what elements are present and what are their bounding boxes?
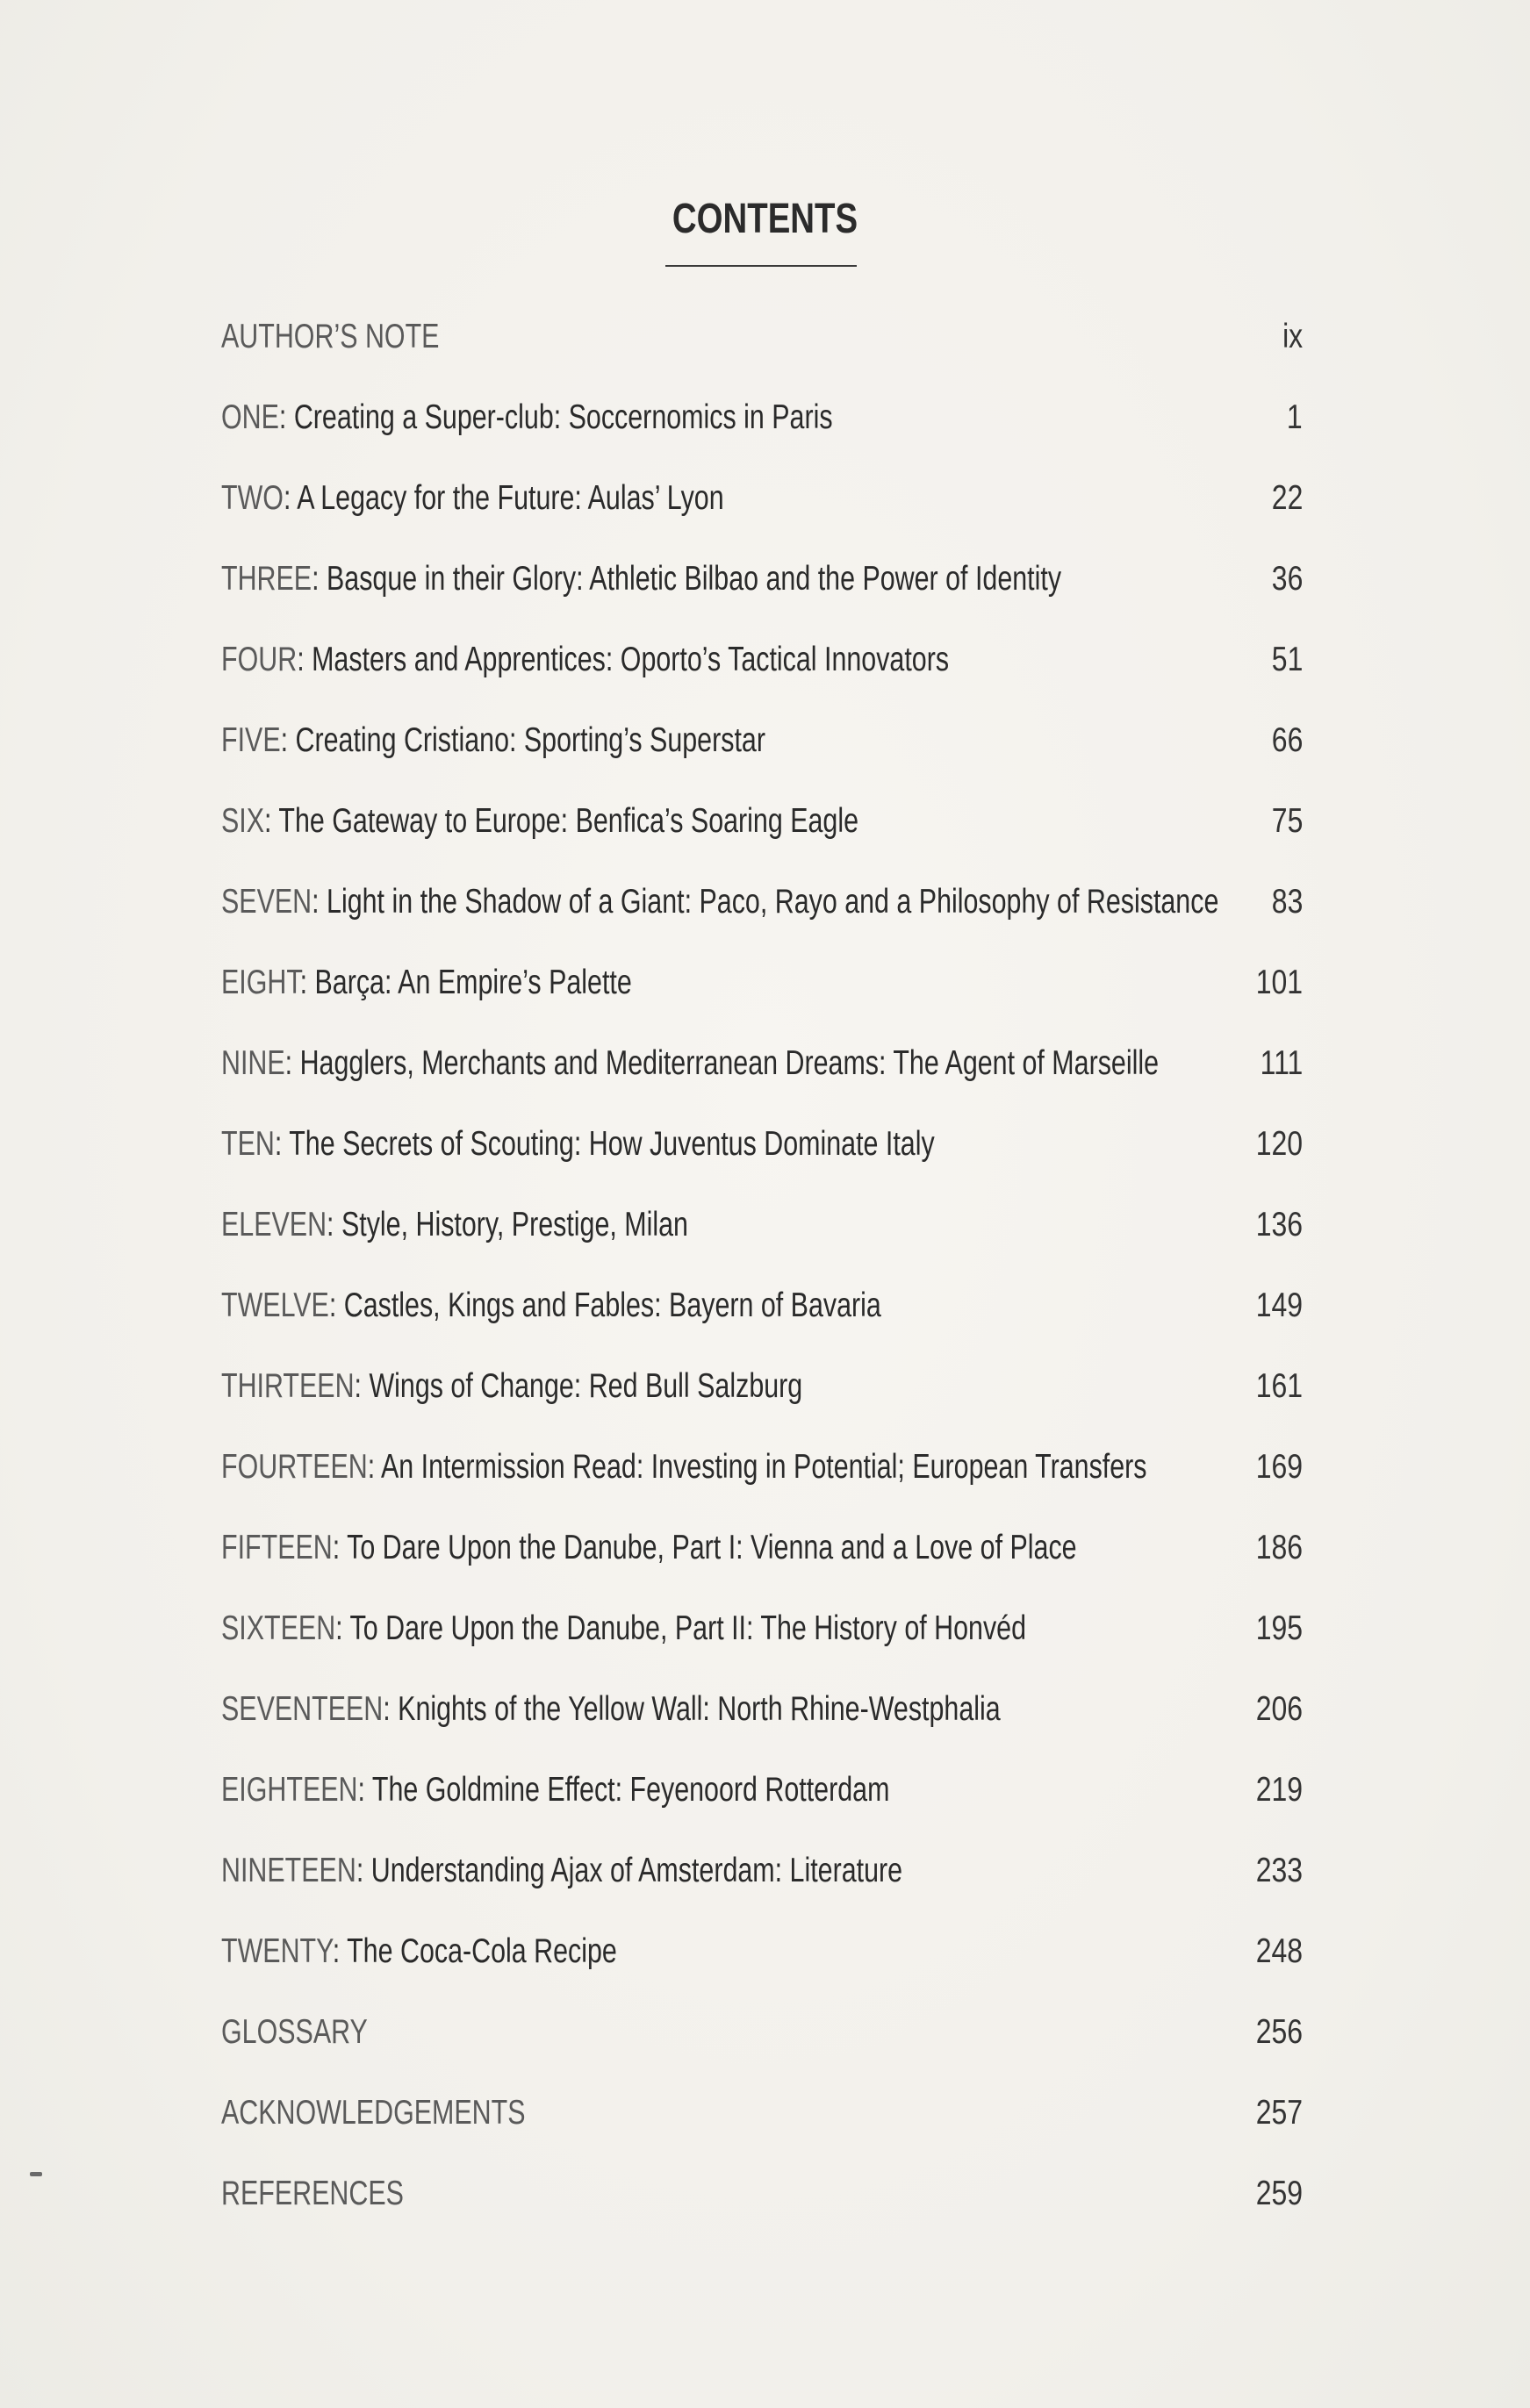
toc-entry-text xyxy=(221,716,765,765)
toc-entry-text xyxy=(221,474,724,523)
chapter-label: TWENTY xyxy=(221,1932,333,1970)
chapter-label: TWELVE xyxy=(221,1286,329,1324)
chapter-separator: : xyxy=(332,1932,348,1970)
page-number: 149 xyxy=(1255,1286,1303,1324)
chapter-separator: : xyxy=(354,1367,370,1405)
chapter-separator: : xyxy=(312,560,327,598)
toc-entry-0[interactable] xyxy=(221,312,1303,393)
chapter-separator: : xyxy=(283,479,298,517)
toc-entry-10[interactable] xyxy=(221,1120,1303,1200)
toc-entry-21[interactable] xyxy=(221,2008,1303,2089)
toc-entry-19[interactable] xyxy=(221,1846,1303,1927)
page-number: 1 xyxy=(1287,398,1303,436)
chapter-label: FOURTEEN xyxy=(221,1448,368,1486)
page-title: CONTENTS xyxy=(672,196,858,242)
toc-entry-20[interactable] xyxy=(221,1927,1303,2008)
chapter-label: EIGHTEEN xyxy=(221,1771,358,1809)
chapter-title: The Coca-Cola Recipe xyxy=(347,1932,617,1970)
page-number: 111 xyxy=(1260,1044,1303,1082)
chapter-title: Knights of the Yellow Wall: North Rhine-Westphalia xyxy=(398,1690,1001,1728)
chapter-title: A Legacy for the Future: Aulas’ Lyon xyxy=(297,479,724,517)
chapter-title: An Intermission Read: Investing in Potential; European Transfers xyxy=(380,1448,1147,1486)
chapter-title: The Secrets of Scouting: How Juventus Dominate Italy xyxy=(289,1125,935,1163)
chapter-separator: : xyxy=(356,1852,371,1889)
toc-entry-6[interactable] xyxy=(221,797,1303,878)
toc-entry-1[interactable] xyxy=(221,393,1303,474)
chapter-label: EIGHT xyxy=(221,964,300,1001)
chapter-label: NINE xyxy=(221,1044,285,1082)
chapter-label: AUTHOR’S NOTE xyxy=(221,318,440,355)
toc-entry-text xyxy=(221,635,949,684)
toc-entry-14[interactable] xyxy=(221,1443,1303,1523)
chapter-title: Wings of Change: Red Bull Salzburg xyxy=(369,1367,803,1405)
chapter-label: THIRTEEN xyxy=(221,1367,355,1405)
toc-entry-text xyxy=(221,1604,1026,1653)
chapter-title: Castles, Kings and Fables: Bayern of Bavaria xyxy=(343,1286,881,1324)
page-number: 75 xyxy=(1271,802,1303,840)
chapter-title: Hagglers, Merchants and Mediterranean Dreams: The Agent of Marseille xyxy=(299,1044,1160,1082)
toc-entry-text xyxy=(221,1685,1001,1734)
chapter-title: Masters and Apprentices: Oporto’s Tactical Innovators xyxy=(312,641,950,678)
toc-entry-9[interactable] xyxy=(221,1039,1303,1120)
chapter-separator: : xyxy=(312,883,327,921)
chapter-separator: : xyxy=(327,1206,341,1243)
toc-entry-15[interactable] xyxy=(221,1523,1303,1604)
chapter-separator: : xyxy=(274,1125,290,1163)
page-number: 120 xyxy=(1255,1125,1303,1163)
page-number: 259 xyxy=(1255,2175,1303,2212)
chapter-title: To Dare Upon the Danube, Part I: Vienna and a Love of Place xyxy=(347,1529,1077,1566)
page-number: 66 xyxy=(1271,721,1303,759)
chapter-label: NINETEEN xyxy=(221,1852,356,1889)
toc-entry-text xyxy=(221,1443,1147,1492)
chapter-separator: : xyxy=(383,1690,399,1728)
toc-entry-text xyxy=(221,393,833,442)
toc-entry-text xyxy=(221,1362,802,1411)
chapter-title: Style, History, Prestige, Milan xyxy=(341,1206,688,1243)
toc-entry-text xyxy=(221,878,1218,927)
toc-entry-text xyxy=(221,1523,1077,1573)
page-number: 195 xyxy=(1255,1609,1303,1647)
chapter-separator: : xyxy=(335,1609,350,1647)
chapter-label: SIXTEEN xyxy=(221,1609,336,1647)
chapter-label: REFERENCES xyxy=(221,2175,404,2212)
toc-entry-12[interactable] xyxy=(221,1281,1303,1362)
toc-entry-text xyxy=(221,797,858,846)
chapter-label: FIVE xyxy=(221,721,281,759)
toc-entry-text xyxy=(221,1120,935,1169)
chapter-separator: : xyxy=(264,802,279,840)
chapter-label: ONE xyxy=(221,398,279,436)
toc-entry-18[interactable] xyxy=(221,1766,1303,1846)
chapter-title: The Goldmine Effect: Feyenoord Rotterdam xyxy=(371,1771,890,1809)
chapter-label: ELEVEN xyxy=(221,1206,327,1243)
toc-entry-11[interactable] xyxy=(221,1200,1303,1281)
toc-entry-4[interactable] xyxy=(221,635,1303,716)
chapter-label: ACKNOWLEDGEMENTS xyxy=(221,2094,526,2132)
page-number: 36 xyxy=(1271,560,1303,598)
page-number: 22 xyxy=(1271,479,1303,517)
toc-entry-3[interactable] xyxy=(221,555,1303,635)
chapter-label: FIFTEEN xyxy=(221,1529,333,1566)
chapter-title: Creating Cristiano: Sporting’s Superstar xyxy=(295,721,765,759)
toc-entry-22[interactable] xyxy=(221,2089,1303,2169)
scan-mark xyxy=(30,2172,42,2176)
toc-entry-7[interactable] xyxy=(221,878,1303,958)
chapter-label: GLOSSARY xyxy=(221,2013,368,2051)
page-number: 256 xyxy=(1255,2013,1303,2051)
chapter-separator: : xyxy=(299,964,315,1001)
chapter-title: Understanding Ajax of Amsterdam: Literature xyxy=(370,1852,903,1889)
chapter-label: SIX xyxy=(221,802,265,840)
toc-entry-5[interactable] xyxy=(221,716,1303,797)
page-number: 206 xyxy=(1255,1690,1303,1728)
page-number: 219 xyxy=(1255,1771,1303,1809)
page-number: 248 xyxy=(1255,1932,1303,1970)
toc-entry-text xyxy=(221,1039,1159,1088)
chapter-label: THREE xyxy=(221,560,312,598)
chapter-separator: : xyxy=(328,1286,344,1324)
chapter-title: Light in the Shadow of a Giant: Paco, Rayo and a Philosophy of Resistance xyxy=(327,883,1219,921)
chapter-label: TEN xyxy=(221,1125,275,1163)
chapter-separator: : xyxy=(297,641,312,678)
toc-entry-text xyxy=(221,1846,902,1896)
toc-entry-text xyxy=(221,2008,368,2057)
toc-entry-8[interactable] xyxy=(221,958,1303,1039)
page-number: 83 xyxy=(1271,883,1303,921)
page-number: 51 xyxy=(1271,641,1303,678)
toc-entry-13[interactable] xyxy=(221,1362,1303,1443)
chapter-separator: : xyxy=(280,721,296,759)
chapter-title: Basque in their Glory: Athletic Bilbao and the Power of Identity xyxy=(327,560,1062,598)
toc-entry-text xyxy=(221,1927,617,1976)
chapter-separator: : xyxy=(357,1771,372,1809)
page-number: 233 xyxy=(1255,1852,1303,1889)
toc-entry-23[interactable] xyxy=(221,2169,1303,2250)
page-number: 186 xyxy=(1255,1529,1303,1566)
toc-entry-text xyxy=(221,555,1061,604)
chapter-label: TWO xyxy=(221,479,284,517)
chapter-title: To Dare Upon the Danube, Part II: The History of Honvéd xyxy=(349,1609,1026,1647)
page-number: 136 xyxy=(1255,1206,1303,1243)
toc-entry-text xyxy=(221,1281,881,1330)
chapter-separator: : xyxy=(367,1448,381,1486)
chapter-separator: : xyxy=(278,398,294,436)
page-number: 161 xyxy=(1255,1367,1303,1405)
toc-entry-text xyxy=(221,312,439,362)
page-number: ix xyxy=(1282,318,1303,355)
chapter-title: Barça: An Empire’s Palette xyxy=(314,964,632,1001)
chapter-separator: : xyxy=(284,1044,300,1082)
page-number: 101 xyxy=(1255,964,1303,1001)
toc-entry-text xyxy=(221,2089,525,2138)
toc-entry-text xyxy=(221,1200,688,1250)
toc-entry-17[interactable] xyxy=(221,1685,1303,1766)
toc-entry-2[interactable] xyxy=(221,474,1303,555)
chapter-title: Creating a Super-club: Soccernomics in Paris xyxy=(293,398,833,436)
chapter-label: SEVENTEEN xyxy=(221,1690,384,1728)
table-of-contents xyxy=(221,312,1303,2250)
page-number: 169 xyxy=(1255,1448,1303,1486)
title-underline xyxy=(665,265,857,267)
toc-entry-16[interactable] xyxy=(221,1604,1303,1685)
toc-entry-text xyxy=(221,958,632,1007)
page-number: 257 xyxy=(1255,2094,1303,2132)
toc-entry-text xyxy=(221,1766,889,1815)
chapter-label: FOUR xyxy=(221,641,298,678)
chapter-title: The Gateway to Europe: Benfica’s Soaring Eagle xyxy=(278,802,859,840)
chapter-label: SEVEN xyxy=(221,883,312,921)
toc-entry-text xyxy=(221,2169,404,2218)
chapter-separator: : xyxy=(332,1529,348,1566)
